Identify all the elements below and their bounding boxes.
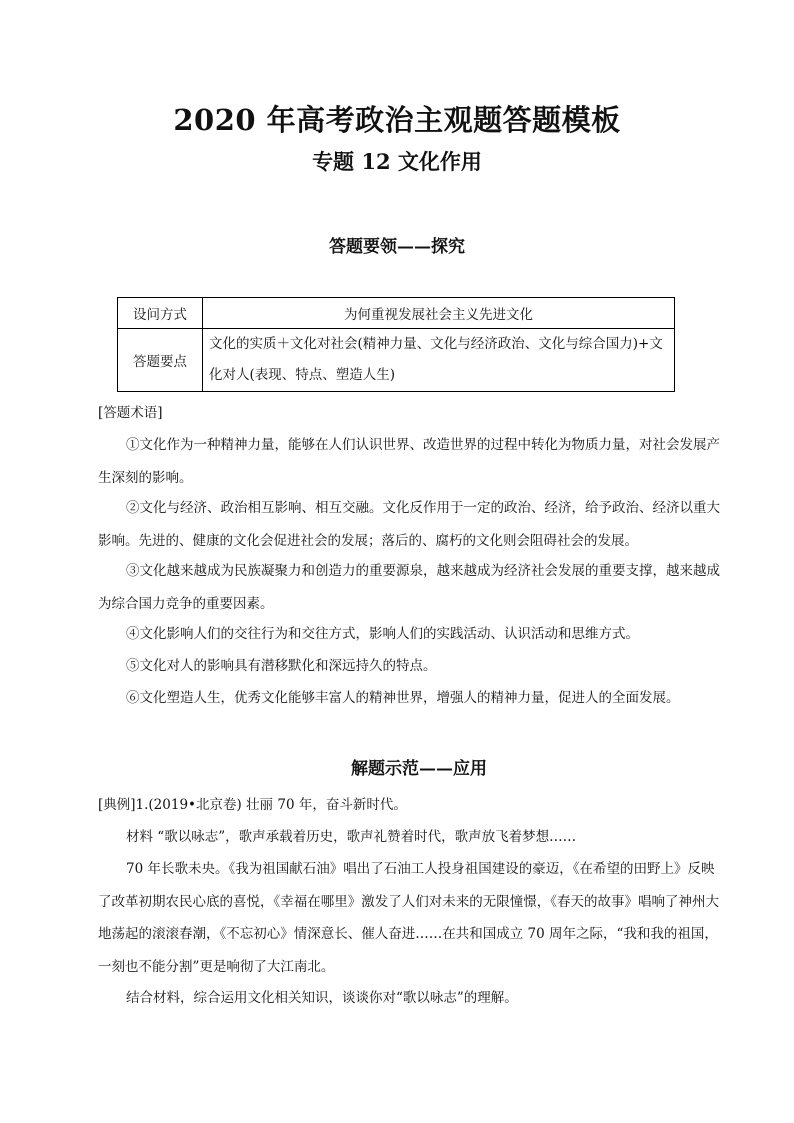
section-heading-example: 解题示范——应用 [351, 759, 487, 779]
term-item-2: ②文化与经济、政治相互影响、相互交融。文化反作用于一定的政治、经济，给予政治、经济以重大影响。先进的、健康的文化会促进社会的发展；落后的、腐朽的文化则会阻碍社会的发展。 [98, 500, 720, 549]
table-row [118, 298, 675, 329]
table-cell-answer-points-value: 文化的实质＋文化对社会(精神力量、文化与经济政治、文化与综合国力)+文化对人(表现、特点、塑造人生) [203, 329, 675, 392]
section-heading-answer-key: 答题要领——探究 [329, 237, 465, 257]
answer-method-table [117, 297, 675, 392]
example-intro: [典例]1.(2019•北京卷) 壮丽 70 年，奋斗新时代。 [98, 797, 407, 813]
term-item-1: ①文化作为一种精神力量，能够在人们认识世界、改造世界的过程中转化为物质力量，对社会发展产生深刻的影响。 [98, 437, 720, 486]
table-cell-answer-points-label: 答题要点 [118, 329, 203, 392]
term-item-4: ④文化影响人们的交往行为和交往方式，影响人们的实践活动、认识活动和思维方式。 [126, 626, 639, 642]
document-subtitle: 专题 12 文化作用 [312, 149, 482, 174]
term-item-3: ③文化越来越成为民族凝聚力和创造力的重要源泉，越来越成为经济社会发展的重要支撑，越来越成为综合国力竞争的重要因素。 [98, 563, 720, 612]
example-material: 材料 “歌以咏志”，歌声承载着历史，歌声礼赞着时代，歌声放飞着梦想…… [126, 829, 577, 845]
table-cell-question-type-value: 为何重视发展社会主义先进文化 [203, 298, 675, 329]
document-title: 2020 年高考政治主观题答题模板 [173, 103, 621, 137]
terms-label: [答题术语] [98, 405, 163, 421]
table-cell-question-type-label: 设问方式 [118, 298, 203, 329]
table-row [118, 329, 675, 392]
term-item-6: ⑥文化塑造人生，优秀文化能够丰富人的精神世界，增强人的精神力量，促进人的全面发展。 [126, 690, 680, 706]
example-question: 结合材料，综合运用文化相关知识，谈谈你对“歌以咏志”的理解。 [126, 990, 518, 1006]
term-item-5: ⑤文化对人的影响具有潜移默化和深远持久的特点。 [126, 658, 437, 674]
example-paragraph: 70 年长歌未央。《我为祖国献石油》唱出了石油工人投身祖国建设的豪迈，《在希望的田野上》反映了改革初期农民心底的喜悦，《幸福在哪里》激发了人们对未来的无限憧憬，《春天的故事》唱响了神州大地荡起的滚滚春潮，《不忘初心》情深意长、催人奋进……在共和国成立 70 周年之际，“我和我的祖国，一刻也不能分割”更是响彻了大江南北。 [98, 861, 719, 975]
